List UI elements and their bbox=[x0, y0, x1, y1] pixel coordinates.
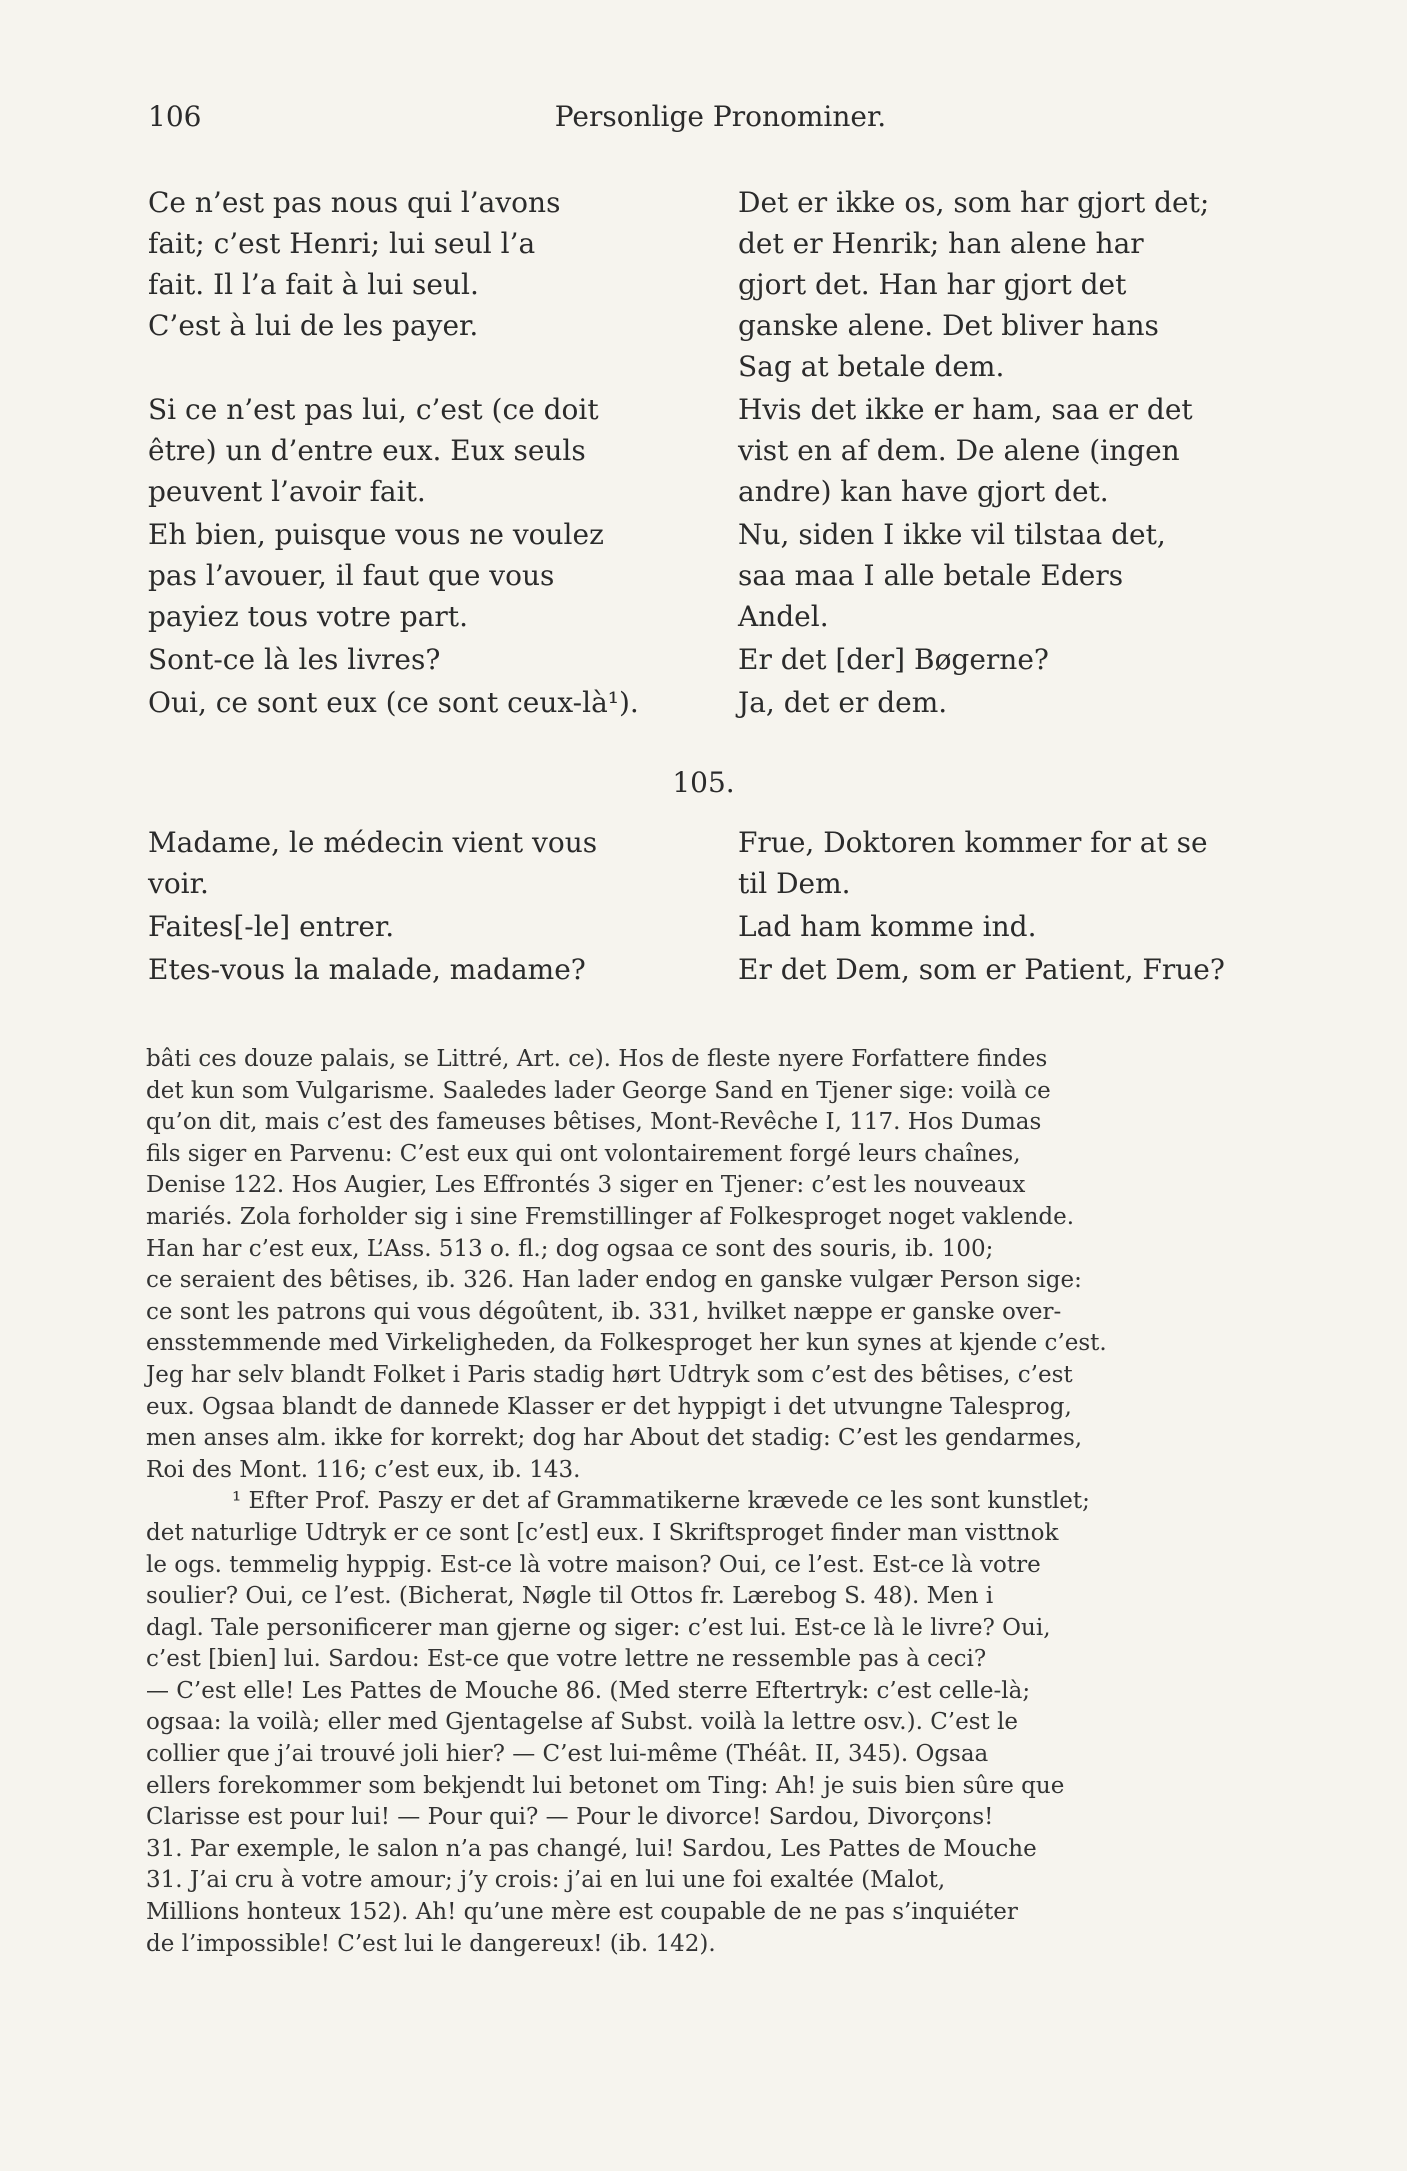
text-line: gjort det. Han har gjort det bbox=[738, 268, 1127, 301]
footnote-line: eux. Ogsaa blandt de dannede Klasser er det hyppigt i det utvungne Talesprog, bbox=[146, 1393, 1072, 1420]
parallel-entry bbox=[148, 182, 1293, 389]
footnote-line: det naturlige Udtryk er ce sont [c’est] eux. I Skriftsproget finder man visttnok bbox=[146, 1519, 1059, 1546]
footnote-line: c’est [bien] lui. Sardou: Est-ce que votre lettre ne ressemble pas à ceci? bbox=[146, 1646, 987, 1673]
parallel-entry bbox=[148, 639, 1293, 682]
footnote-line: ellers forekommer som bekjendt lui betonet om Ting: Ah! je suis bien sûre que bbox=[146, 1772, 1065, 1799]
text-line: payiez tous votre part. bbox=[148, 600, 468, 633]
text-line: Hvis det ikke er ham, saa er det bbox=[738, 393, 1193, 426]
text-line: voir. bbox=[148, 867, 209, 900]
french-text bbox=[148, 389, 696, 512]
parallel-entry bbox=[148, 949, 1293, 992]
danish-text bbox=[738, 822, 1293, 904]
danish-text-column bbox=[738, 514, 1293, 639]
text-line: Oui, ce sont eux (ce sont ceux-là¹). bbox=[148, 686, 639, 719]
french-text bbox=[148, 906, 696, 947]
text-line: Ce n’est pas nous qui l’avons bbox=[148, 186, 561, 219]
footnote-line: soulier? Oui, ce l’est. (Bicherat, Nøgle til Ottos fr. Lærebog S. 48). Men i bbox=[146, 1583, 994, 1610]
parallel-entry bbox=[148, 389, 1293, 514]
footnote-line: det kun som Vulgarisme. Saaledes lader George Sand en Tjener sige: voilà ce bbox=[146, 1077, 1051, 1104]
danish-text-column bbox=[738, 182, 1293, 389]
text-line: être) un d’entre eux. Eux seuls bbox=[148, 434, 586, 467]
footnote-line: mariés. Zola forholder sig i sine Fremstillinger af Folkesproget noget vaklende. bbox=[146, 1203, 1075, 1230]
danish-text bbox=[738, 639, 1293, 680]
french-text bbox=[148, 514, 696, 637]
french-text bbox=[148, 639, 696, 680]
french-text bbox=[148, 822, 696, 904]
section-105 bbox=[148, 822, 1293, 992]
footnote-line: Denise 122. Hos Augier, Les Effrontés 3 siger en Tjener: c’est les nouveaux bbox=[146, 1172, 1026, 1199]
footnote-line: collier que j’ai trouvé joli hier? — C’est lui-même (Théât. II, 345). Ogsaa bbox=[146, 1741, 989, 1768]
danish-text-column bbox=[738, 639, 1293, 682]
french-text bbox=[148, 182, 696, 346]
footnote-line: men anses alm. ikke for korrekt; dog har About det stadig: C’est les gendarmes, bbox=[146, 1425, 1083, 1452]
footnote-line: dagl. Tale personificerer man gjerne og siger: c’est lui. Est-ce là le livre? Oui, bbox=[146, 1614, 1051, 1641]
footnote-line: Clarisse est pour lui! — Pour qui? — Pour le divorce! Sardou, Divorçons! bbox=[146, 1804, 994, 1831]
text-line: Faites[-le] entrer. bbox=[148, 910, 395, 943]
french-text-column bbox=[148, 682, 696, 725]
text-line: Sont-ce là les livres? bbox=[148, 643, 441, 676]
danish-text-column bbox=[738, 822, 1293, 906]
page-header bbox=[148, 100, 1293, 140]
french-text-column bbox=[148, 906, 696, 949]
text-line: pas l’avouer, il faut que vous bbox=[148, 559, 555, 592]
text-line: C’est à lui de les payer. bbox=[148, 309, 479, 342]
footnote-line: 31. Par exemple, le salon n’a pas changé, lui! Sardou, Les Pattes de Mouche bbox=[146, 1835, 1037, 1862]
text-line: Er det Dem, som er Patient, Frue? bbox=[738, 953, 1225, 986]
french-text-column bbox=[148, 182, 696, 389]
french-text-column bbox=[148, 514, 696, 639]
footnote-line: de l’impossible! C’est lui le dangereux! (ib. 142). bbox=[146, 1930, 716, 1957]
footnote-line: Han har c’est eux, L’Ass. 513 o. fl.; dog ogsaa ce sont des souris, ib. 100; bbox=[146, 1235, 994, 1262]
text-line: vist en af dem. De alene (ingen bbox=[738, 434, 1180, 467]
footnote-line: le ogs. temmelig hyppig. Est-ce là votre maison? Oui, ce l’est. Est-ce là votre bbox=[146, 1551, 1041, 1578]
french-text-column bbox=[148, 949, 696, 992]
text-line: fait; c’est Henri; lui seul l’a bbox=[148, 227, 536, 260]
french-text bbox=[148, 949, 696, 990]
danish-text bbox=[738, 389, 1293, 512]
danish-text bbox=[738, 682, 1293, 723]
page-number: 106 bbox=[148, 100, 202, 133]
text-line: Sag at betale dem. bbox=[738, 350, 1005, 383]
text-line: andre) kan have gjort det. bbox=[738, 475, 1109, 508]
text-line: Nu, siden I ikke vil tilstaa det, bbox=[738, 518, 1166, 551]
danish-text-column bbox=[738, 682, 1293, 725]
text-line: Si ce n’est pas lui, c’est (ce doit bbox=[148, 393, 599, 426]
footnote-line: bâti ces douze palais, se Littré, Art. ce). Hos de fleste nyere Forfattere findes bbox=[146, 1046, 1048, 1072]
text-line: Det er ikke os, som har gjort det; bbox=[738, 186, 1210, 219]
text-line: Madame, le médecin vient vous bbox=[148, 826, 598, 859]
text-line: Ja, det er dem. bbox=[738, 686, 948, 719]
parallel-entry bbox=[148, 906, 1293, 949]
text-line: Er det [der] Bøgerne? bbox=[738, 643, 1049, 676]
footnote-line: Millions honteux 152). Ah! qu’une mère est coupable de ne pas s’inquiéter bbox=[146, 1899, 1018, 1926]
danish-text-column bbox=[738, 906, 1293, 949]
footnote-line: ¹ Efter Prof. Paszy er det af Grammatikerne krævede ce les sont kunstlet; bbox=[232, 1488, 1090, 1515]
text-line: saa maa I alle betale Eders bbox=[738, 559, 1124, 592]
footnote-line: 31. J’ai cru à votre amour; j’y crois: j’ai en lui une foi exaltée (Malot, bbox=[146, 1867, 946, 1894]
text-line: Lad ham komme ind. bbox=[738, 910, 1037, 943]
section-number-105: 105. bbox=[672, 766, 735, 799]
footnote-line: qu’on dit, mais c’est des fameuses bêtises, Mont-Revêche I, 117. Hos Dumas bbox=[146, 1109, 1042, 1136]
footnote-line: — C’est elle! Les Pattes de Mouche 86. (Med sterre Eftertryk: c’est celle-là; bbox=[146, 1677, 1031, 1704]
footnote-1 bbox=[146, 1486, 1296, 1960]
text-line: fait. Il l’a fait à lui seul. bbox=[148, 268, 479, 301]
danish-text-column bbox=[738, 389, 1293, 514]
text-line: til Dem. bbox=[738, 867, 851, 900]
text-line: Andel. bbox=[738, 600, 829, 633]
footnote-line: Roi des Mont. 116; c’est eux, ib. 143. bbox=[146, 1456, 581, 1483]
footnote-line: ce seraient des bêtises, ib. 326. Han lader endog en ganske vulgær Person sige: bbox=[146, 1267, 1082, 1294]
text-line: Etes-vous la malade, madame? bbox=[148, 953, 586, 986]
text-line: ganske alene. Det bliver hans bbox=[738, 309, 1159, 342]
footnote-line: ensstemmende med Virkeligheden, da Folkesproget her kun synes at kjende c’est. bbox=[146, 1330, 1107, 1357]
section-104 bbox=[148, 182, 1293, 725]
footnote-line: Jeg har selv blandt Folket i Paris stadig hørt Udtryk som c’est des bêtises, c’est bbox=[146, 1361, 1073, 1388]
running-title: Personlige Pronominer. bbox=[554, 100, 887, 133]
parallel-entry bbox=[148, 822, 1293, 906]
parallel-entry bbox=[148, 682, 1293, 725]
text-line: det er Henrik; han alene har bbox=[738, 227, 1144, 260]
french-text-column bbox=[148, 639, 696, 682]
french-text-column bbox=[148, 822, 696, 906]
french-text-column bbox=[148, 389, 696, 514]
danish-text bbox=[738, 949, 1293, 990]
french-text bbox=[148, 682, 696, 723]
text-line: Frue, Doktoren kommer for at se bbox=[738, 826, 1208, 859]
text-line: peuvent l’avoir fait. bbox=[148, 475, 426, 508]
footnotes bbox=[146, 1044, 1296, 1960]
danish-text-column bbox=[738, 949, 1293, 992]
danish-text bbox=[738, 182, 1293, 387]
footnote-line: ogsaa: la voilà; eller med Gjentagelse af Subst. voilà la lettre osv.). C’est le bbox=[146, 1709, 1019, 1736]
footnote-line: fils siger en Parvenu: C’est eux qui ont volontairement forgé leurs chaînes, bbox=[146, 1140, 1021, 1167]
parallel-entry bbox=[148, 514, 1293, 639]
footnote-continuation bbox=[146, 1044, 1296, 1486]
text-line: Eh bien, puisque vous ne voulez bbox=[148, 518, 604, 551]
danish-text bbox=[738, 906, 1293, 947]
footnote-line: ce sont les patrons qui vous dégoûtent, ib. 331, hvilket næppe er ganske over- bbox=[146, 1298, 1062, 1325]
danish-text bbox=[738, 514, 1293, 637]
